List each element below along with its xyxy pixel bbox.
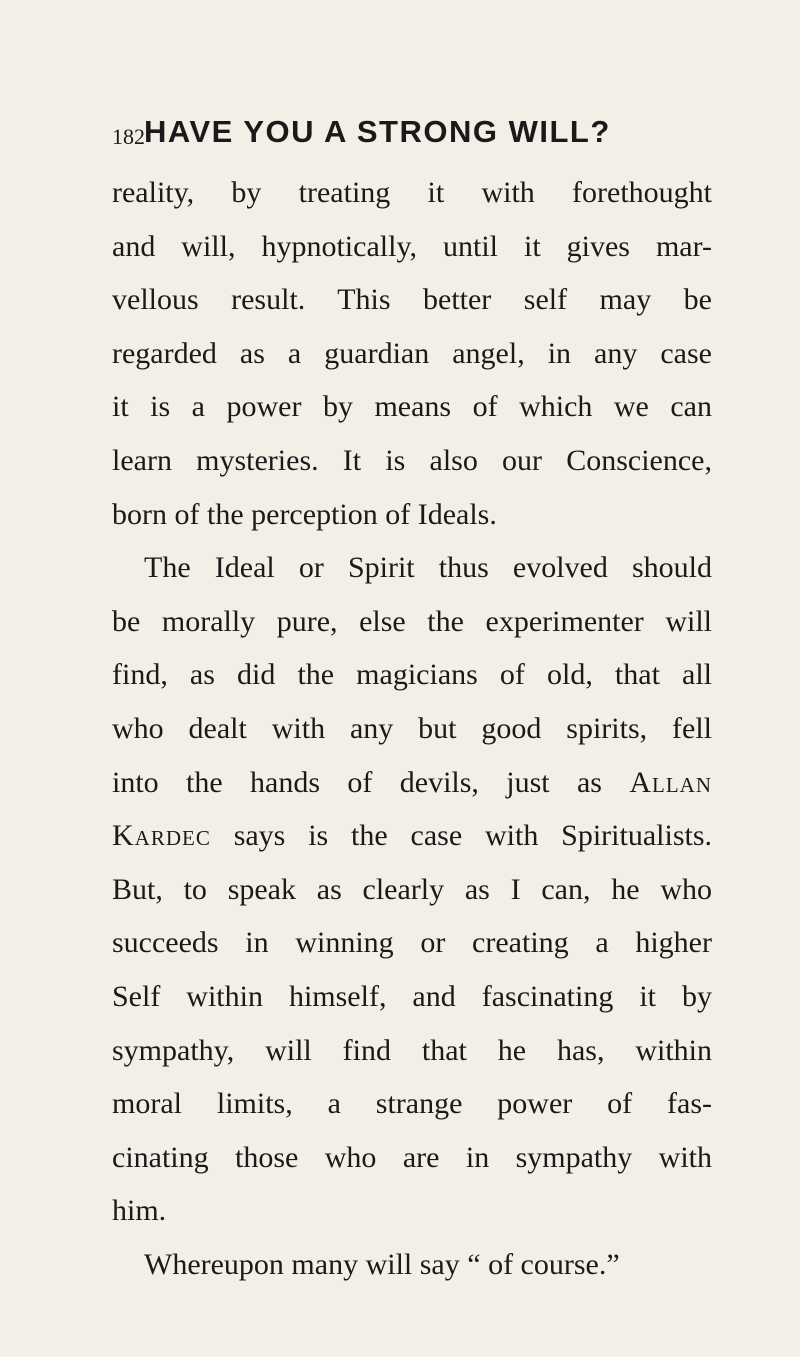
text-segment: into the hands of devils, just as (112, 765, 602, 799)
text-line: who dealt with any but good spirits, fell (112, 711, 712, 745)
text-line (112, 809, 712, 863)
text-line: it is a power by means of which we can (112, 390, 712, 424)
text-line: born of the perception of Ideals. (112, 497, 497, 531)
name-kardec: Kardec (112, 819, 211, 853)
running-head-title: HAVE YOU A STRONG WILL? (144, 114, 611, 149)
text-line: moral limits, a strange power of fas- (112, 1087, 712, 1121)
text-line (112, 756, 712, 810)
text-line: But, to speak as clearly as I can, he who (112, 872, 712, 906)
text-line: sympathy, will find that he has, within (112, 1033, 712, 1067)
text-line: succeeds in winning or creating a higher (112, 926, 712, 960)
body-text (112, 166, 712, 1291)
text-line: vellous result. This better self may be (112, 283, 712, 317)
text-line: him. (112, 1194, 167, 1228)
text-line: cinating those who are in sympathy with (112, 1140, 712, 1174)
text-line: and will, hypnotically, until it gives mar- (112, 229, 712, 263)
page-number: 182 (112, 124, 145, 149)
text-line: The Ideal or Spirit thus evolved should (144, 551, 712, 585)
running-head (112, 114, 712, 158)
text-line: reality, by treating it with forethought (112, 176, 712, 209)
text-line: Whereupon many will say “ of course.” (144, 1247, 620, 1281)
text-line: regarded as a guardian angel, in any case (112, 336, 712, 370)
text-line: find, as did the magicians of old, that all (112, 658, 712, 692)
text-line: Self within himself, and fascinating it by (112, 979, 712, 1013)
text-line: be morally pure, else the experimenter will (112, 604, 712, 638)
name-allan: Allan (629, 765, 713, 799)
text-segment: says is the case with Spiritualists. (233, 819, 712, 853)
text-line: learn mysteries. It is also our Conscience, (112, 443, 712, 477)
